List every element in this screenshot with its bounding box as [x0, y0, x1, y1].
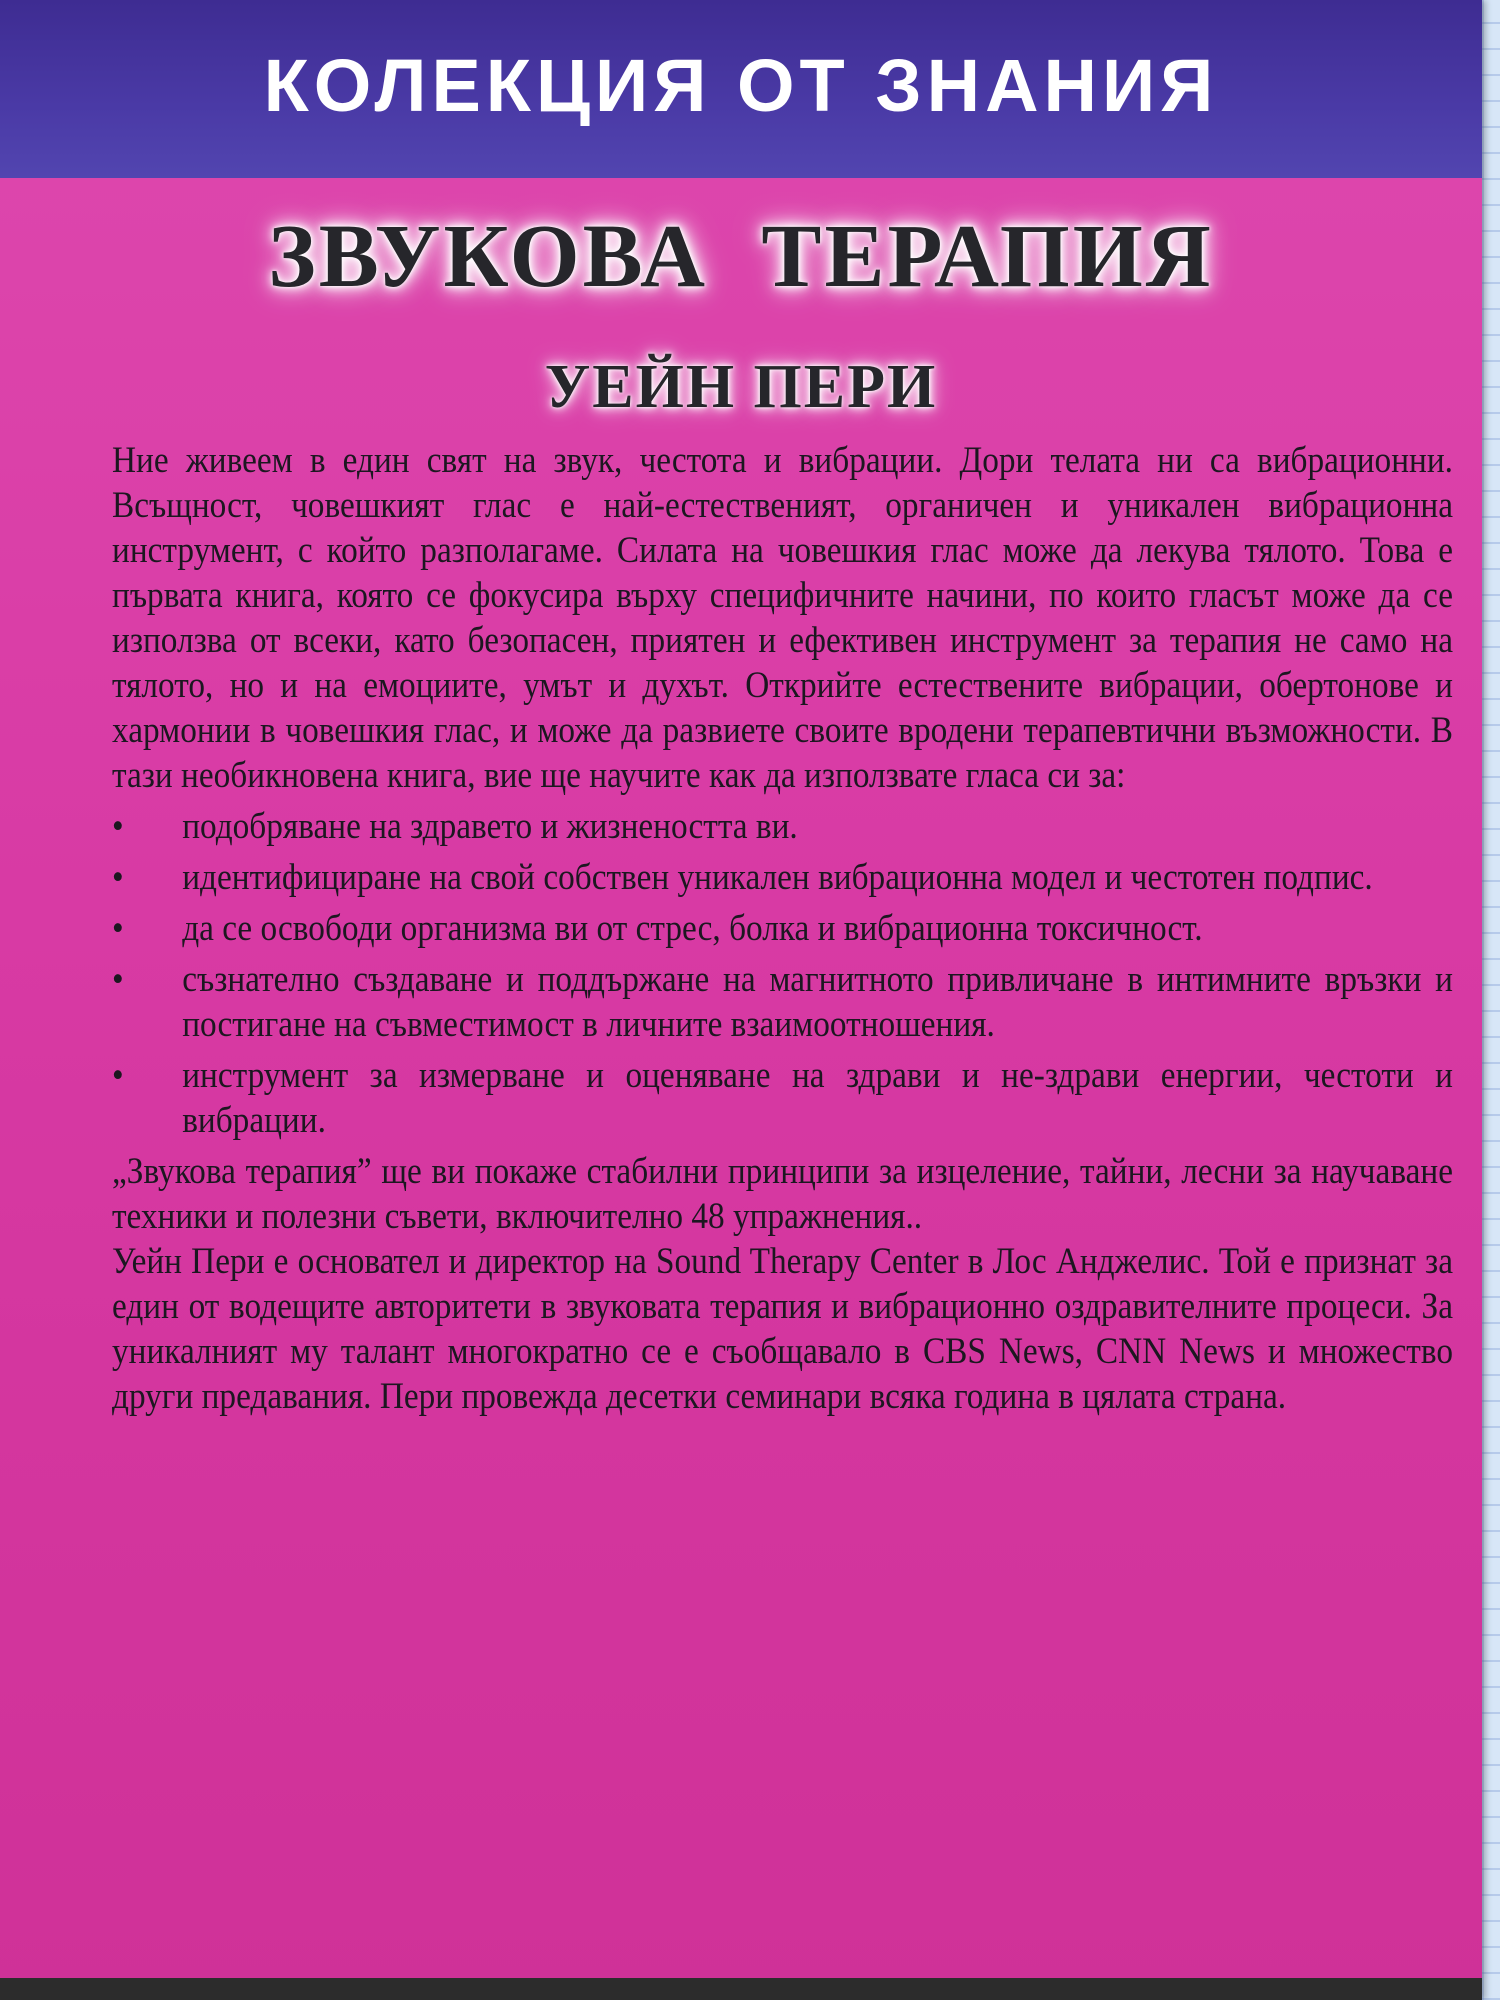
description-text [112, 438, 1453, 1419]
bottom-edge-strip [0, 1978, 1482, 2000]
author-name: УЕЙН ПЕРИ [544, 353, 938, 421]
author-bio-paragraph: Уейн Пери е основател и директор на Sound Therapy Center в Лос Анджелис. Той е признат за един от водещите авторитети в звуковата терапия и вибрационно оздравителните процеси. За уникалният му талант многократно се е съобщавало в CBS News, CNN News и множество други предавания. Пери провежда десетки семинари всяка година в цялата страна. [112, 1241, 1453, 1417]
list-item: • да се освободи организма ви от стрес, болка и вибрационна токсичност. [112, 908, 1203, 949]
book-title: ЗВУКОВА ТЕРАПИЯ [268, 207, 1214, 306]
list-item: • подобряване на здравето и жизнеността ви. [112, 806, 798, 847]
benefits-list [112, 804, 1453, 1143]
bullet-icon: • [112, 806, 124, 847]
list-item: • съзнателно създаване и поддържане на магнитното привличане в интимните връзки и постигане на съвместимост в личните взаимоотношения. [112, 959, 1454, 1045]
series-banner [0, 0, 1482, 178]
list-item: • инструмент за измерване и оценяване на здрави и не-здрави енергии, честоти и вибрации. [112, 1055, 1454, 1141]
list-item: • идентифициране на свой собствен уникален вибрационна модел и честотен подпис. [112, 857, 1373, 898]
exercises-paragraph: „Звукова терапия” ще ви покаже стабилни принципи за изцеление, тайни, лесни за научаване техники и полезни съвети, включително 48 упражнения.. [112, 1151, 1453, 1237]
intro-paragraph: Ние живеем в един свят на звук, честота и вибрации. Дори телата ни са вибрационни. Всъщност, човешкият глас е най-естественият, органичен и уникален вибрационна инструмент, с който разполагаме. Силата на човешкия глас може да лекува тялото. Това е първата книга, която се фокусира върху специфичните начини, по които гласът може да се използва от всеки, като безопасен, приятен и ефективен инструмент за терапия не само на тялото, но и на емоциите, умът и духът. Открийте естествените вибрации, обертонове и хармонии в човешкия глас, и може да развиете своите вродени терапевтични възможности. В тази необикновена книга, вие ще научите как да използвате гласа си за: [112, 440, 1453, 796]
bullet-icon: • [112, 959, 124, 1000]
bullet-icon: • [112, 1055, 124, 1096]
series-name: КОЛЕКЦИЯ ОТ ЗНАНИЯ [263, 43, 1219, 127]
bullet-icon: • [112, 857, 124, 898]
bullet-icon: • [112, 908, 124, 949]
